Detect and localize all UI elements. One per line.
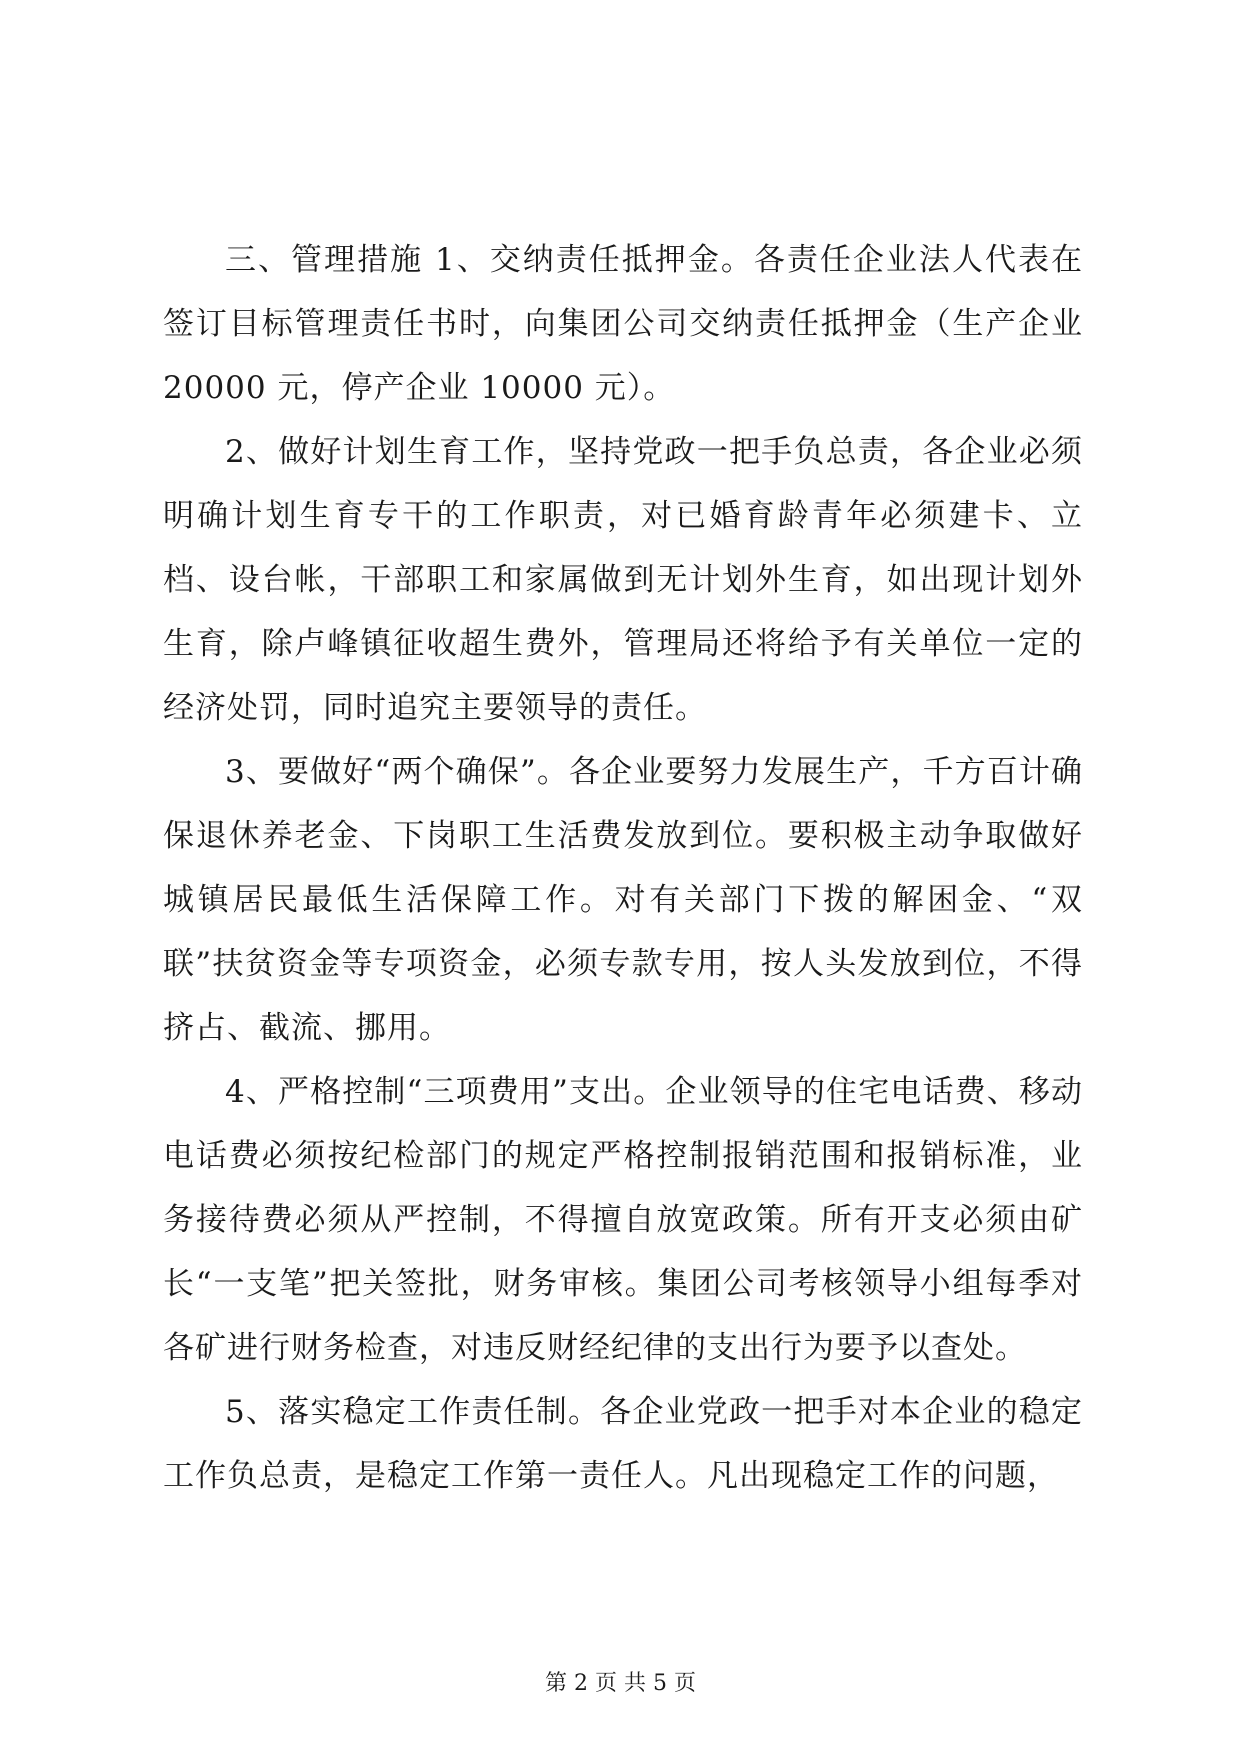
paragraph-management-measures: 三、管理措施 1、交纳责任抵押金。各责任企业法人代表在签订目标管理责任书时，向集团公司交纳责任抵押金（生产企业 20000 元，停产企业 10000 元）。 (163, 242, 1083, 406)
page-number: 第 2 页 共 5 页 (545, 1671, 696, 1696)
document-body (163, 228, 1083, 1508)
page-footer (0, 1666, 1241, 1697)
paragraph-two-guarantees: 3、要做好“两个确保”。各企业要努力发展生产，千方百计确保退休养老金、下岗职工生活费发放到位。要积极主动争取做好城镇居民最低生活保障工作。对有关部门下拨的解困金、“双联”扶贫资金等专项资金，必须专款专用，按人头发放到位，不得挤占、截流、挪用。 (163, 754, 1083, 1046)
paragraph-family-planning: 2、做好计划生育工作，坚持党政一把手负总责，各企业必须明确计划生育专干的工作职责，对已婚育龄青年必须建卡、立档、设台帐，干部职工和家属做到无计划外生育，如出现计划外生育，除卢峰镇征收超生费外，管理局还将给予有关单位一定的经济处罚，同时追究主要领导的责任。 (163, 434, 1083, 726)
paragraph-three-expenses: 4、严格控制“三项费用”支出。企业领导的住宅电话费、移动电话费必须按纪检部门的规定严格控制报销范围和报销标准，业务接待费必须从严控制，不得擅自放宽政策。所有开支必须由矿长“一支笔”把关签批，财务审核。集团公司考核领导小组每季对各矿进行财务检查，对违反财经纪律的支出行为要予以查处。 (163, 1074, 1083, 1366)
paragraph-stability-responsibility: 5、落实稳定工作责任制。各企业党政一把手对本企业的稳定工作负总责，是稳定工作第一责任人。凡出现稳定工作的问题， (163, 1394, 1083, 1494)
